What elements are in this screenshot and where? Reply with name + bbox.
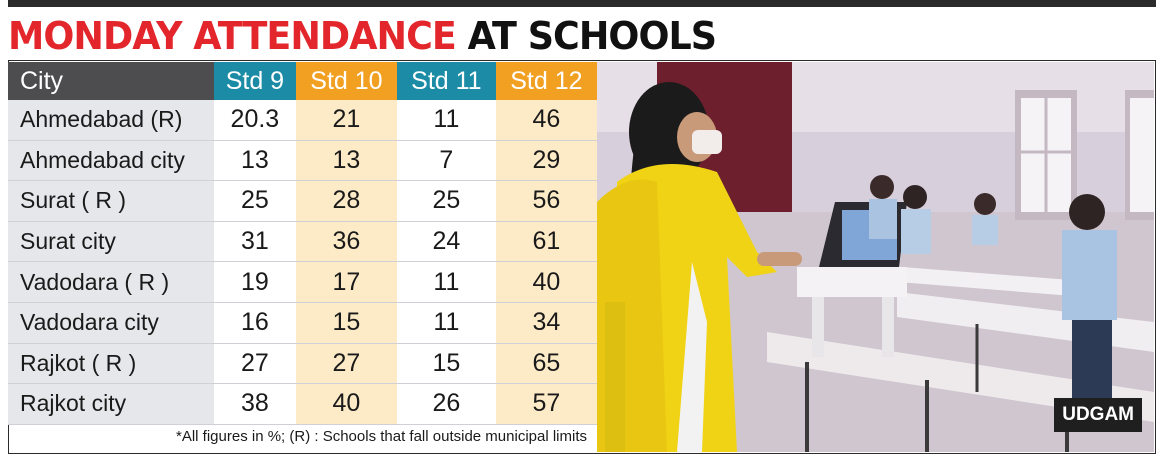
- header-city: City: [8, 62, 214, 100]
- city-cell: Rajkot ( R ): [8, 343, 214, 384]
- footnote: *All figures in %; (R) : Schools that fall outside municipal limits: [176, 428, 587, 445]
- std12-cell: 57: [496, 384, 597, 425]
- std12-cell: 29: [496, 140, 597, 181]
- std9-cell: 20.3: [214, 100, 296, 140]
- std11-cell: 11: [397, 302, 496, 343]
- std12-cell: 46: [496, 100, 597, 140]
- city-cell: Rajkot city: [8, 384, 214, 425]
- std10-cell: 40: [296, 384, 397, 425]
- std10-cell: 17: [296, 262, 397, 303]
- header-std-12: Std 12: [496, 62, 597, 100]
- std11-cell: 15: [397, 343, 496, 384]
- std11-cell: 11: [397, 262, 496, 303]
- table-row: [8, 262, 597, 303]
- std12-cell: 40: [496, 262, 597, 303]
- table-row: [8, 384, 597, 425]
- table-row: [8, 100, 597, 140]
- std9-cell: 38: [214, 384, 296, 425]
- city-cell: Vadodara ( R ): [8, 262, 214, 303]
- std11-cell: 24: [397, 221, 496, 262]
- std12-cell: 61: [496, 221, 597, 262]
- table-row: [8, 343, 597, 384]
- std10-cell: 21: [296, 100, 397, 140]
- std9-cell: 16: [214, 302, 296, 343]
- table-header-row: [8, 62, 597, 100]
- std9-cell: 25: [214, 181, 296, 222]
- table-row: [8, 221, 597, 262]
- std11-cell: 25: [397, 181, 496, 222]
- std9-cell: 31: [214, 221, 296, 262]
- std10-cell: 27: [296, 343, 397, 384]
- classroom-photo: [597, 62, 1154, 452]
- std9-cell: 27: [214, 343, 296, 384]
- std12-cell: 34: [496, 302, 597, 343]
- std11-cell: 11: [397, 100, 496, 140]
- attendance-table: [8, 62, 597, 425]
- table-row: [8, 181, 597, 222]
- std11-cell: 7: [397, 140, 496, 181]
- top-rule: [8, 0, 1156, 7]
- header-std-10: Std 10: [296, 62, 397, 100]
- std12-cell: 65: [496, 343, 597, 384]
- headline: [8, 12, 716, 60]
- std10-cell: 13: [296, 140, 397, 181]
- city-cell: Ahmedabad city: [8, 140, 214, 181]
- header-std-9: Std 9: [214, 62, 296, 100]
- table-row: [8, 302, 597, 343]
- header-std-11: Std 11: [397, 62, 496, 100]
- std10-cell: 36: [296, 221, 397, 262]
- std11-cell: 26: [397, 384, 496, 425]
- city-cell: Ahmedabad (R): [8, 100, 214, 140]
- headline-red-part: MONDAY ATTENDANCE: [8, 14, 456, 58]
- classroom-illustration: [597, 62, 1154, 452]
- std12-cell: 56: [496, 181, 597, 222]
- photo-credit: UDGAM: [1054, 398, 1142, 432]
- city-cell: Vadodara city: [8, 302, 214, 343]
- city-cell: Surat ( R ): [8, 181, 214, 222]
- std9-cell: 13: [214, 140, 296, 181]
- std10-cell: 15: [296, 302, 397, 343]
- std9-cell: 19: [214, 262, 296, 303]
- std10-cell: 28: [296, 181, 397, 222]
- city-cell: Surat city: [8, 221, 214, 262]
- table-row: [8, 140, 597, 181]
- headline-black-part: AT SCHOOLS: [467, 14, 717, 58]
